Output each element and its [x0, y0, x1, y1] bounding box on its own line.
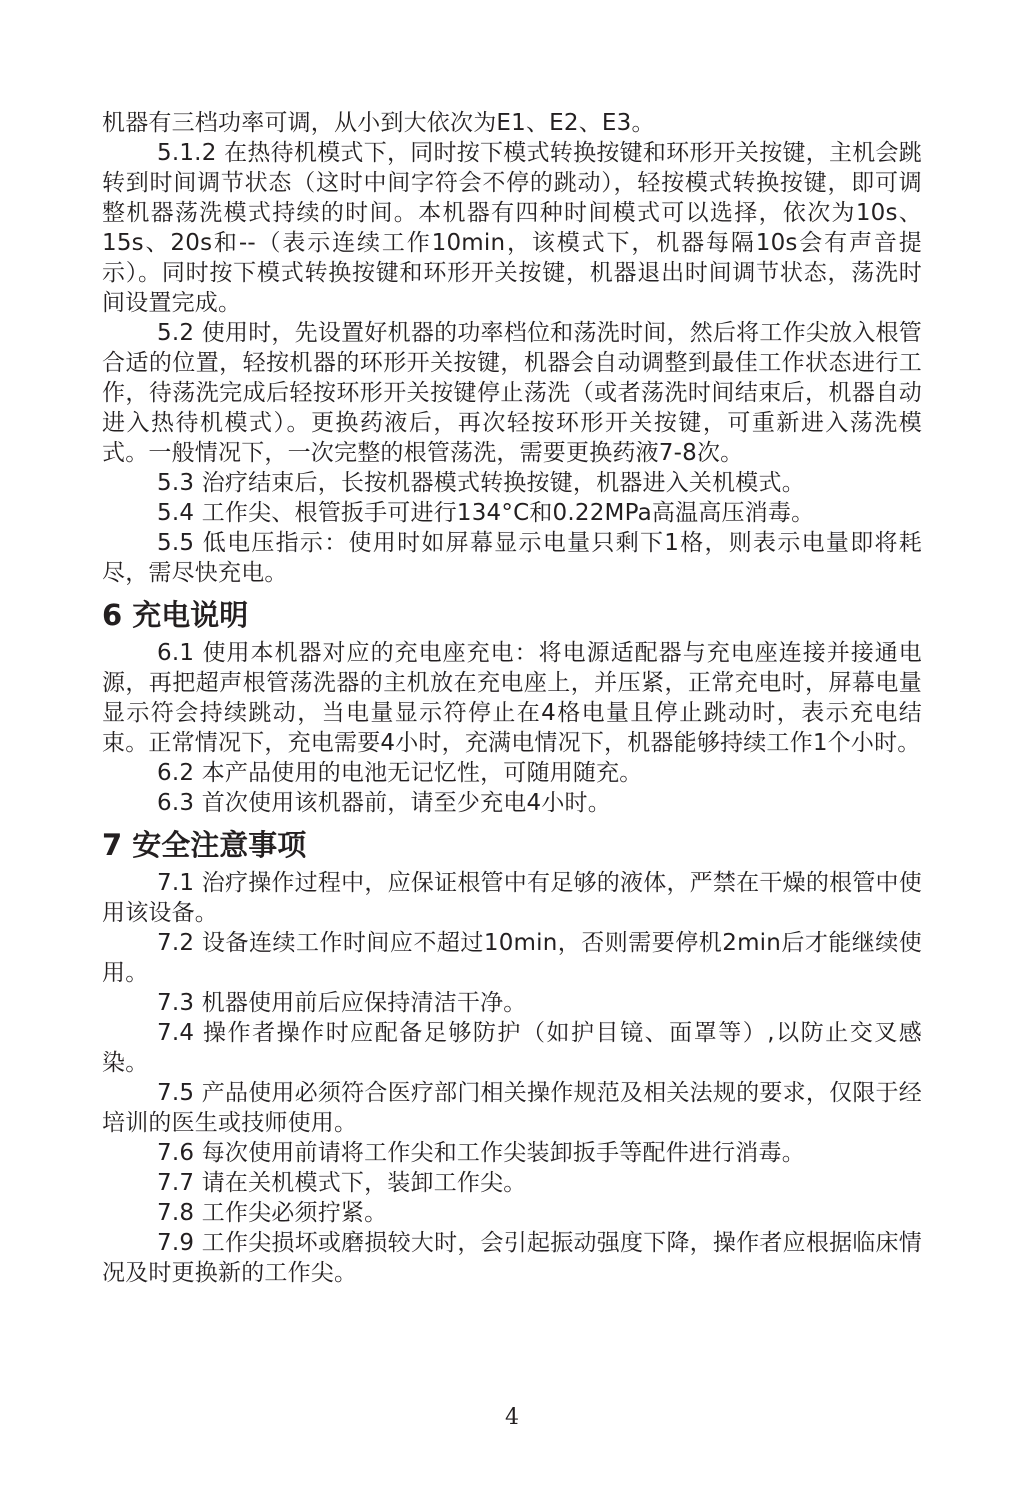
paragraph-7-6: 7.6 每次使用前请将工作尖和工作尖装卸扳手等配件进行消毒。 — [157, 1140, 805, 1166]
page-number: 4 — [505, 1405, 519, 1430]
paragraph-6-3: 6.3 首次使用该机器前，请至少充电4小时。 — [157, 790, 611, 816]
paragraph-5-1-2: 5.1.2 在热待机模式下，同时按下模式转换按键和环形开关按键，主机会跳转到时间调节状态（这时中间字符会不停的跳动），轻按模式转换按键，即可调整机器荡洗模式持续的时间。本机器有四种时间模式可以选择，依次为10s、15s、20s和--（表示连续工作10min，该模式下，机器每隔10s会有声音提示）。同时按下模式转换按键和环形开关按键，机器退出时间调节状态，荡洗时间设置完成。 — [102, 140, 922, 316]
paragraph-5-5: 5.5 低电压指示：使用时如屏幕显示电量只剩下1格，则表示电量即将耗尽，需尽快充电。 — [102, 530, 922, 586]
paragraph-7-4: 7.4 操作者操作时应配备足够防护（如护目镜、面罩等）,以防止交叉感染。 — [102, 1020, 922, 1076]
paragraph-5-4: 5.4 工作尖、根管扳手可进行134°C和0.22MPa高温高压消毒。 — [157, 500, 815, 526]
paragraph-7-1: 7.1 治疗操作过程中，应保证根管中有足够的液体，严禁在干燥的根管中使用该设备。 — [102, 870, 922, 926]
paragraph-7-5: 7.5 产品使用必须符合医疗部门相关操作规范及相关法规的要求，仅限于经培训的医生或技师使用。 — [102, 1080, 922, 1136]
paragraph-7-2: 7.2 设备连续工作时间应不超过10min，否则需要停机2min后才能继续使用。 — [102, 930, 922, 986]
continuation-paragraph: 机器有三档功率可调，从小到大依次为E1、E2、E3。 — [102, 110, 655, 136]
paragraph-7-3: 7.3 机器使用前后应保持清洁干净。 — [157, 990, 527, 1016]
paragraph-6-1: 6.1 使用本机器对应的充电座充电：将电源适配器与充电座连接并接通电源，再把超声根管荡洗器的主机放在充电座上，并压紧，正常充电时，屏幕电量显示符会持续跳动，当电量显示符停止在4格电量且停止跳动时，表示充电结束。正常情况下，充电需要4小时，充满电情况下，机器能够持续工作1个小时。 — [102, 640, 922, 756]
paragraph-7-8: 7.8 工作尖必须拧紧。 — [157, 1200, 388, 1226]
paragraph-5-2: 5.2 使用时，先设置好机器的功率档位和荡洗时间，然后将工作尖放入根管合适的位置，轻按机器的环形开关按键，机器会自动调整到最佳工作状态进行工作，待荡洗完成后轻按环形开关按键停止荡洗（或者荡洗时间结束后，机器自动进入热待机模式）。更换药液后，再次轻按环形开关按键，可重新进入荡洗模式。一般情况下，一次完整的根管荡洗，需要更换药液7-8次。 — [102, 320, 922, 466]
document-body — [102, 108, 922, 1288]
paragraph-7-7: 7.7 请在关机模式下，装卸工作尖。 — [157, 1170, 527, 1196]
section-7-heading: 7 安全注意事项 — [102, 828, 307, 862]
section-6-heading: 6 充电说明 — [102, 598, 249, 632]
paragraph-7-9: 7.9 工作尖损坏或磨损较大时，会引起振动强度下降，操作者应根据临床情况及时更换新的工作尖。 — [102, 1230, 922, 1286]
paragraph-6-2: 6.2 本产品使用的电池无记忆性，可随用随充。 — [157, 760, 643, 786]
paragraph-5-3: 5.3 治疗结束后，长按机器模式转换按键，机器进入关机模式。 — [157, 470, 805, 496]
